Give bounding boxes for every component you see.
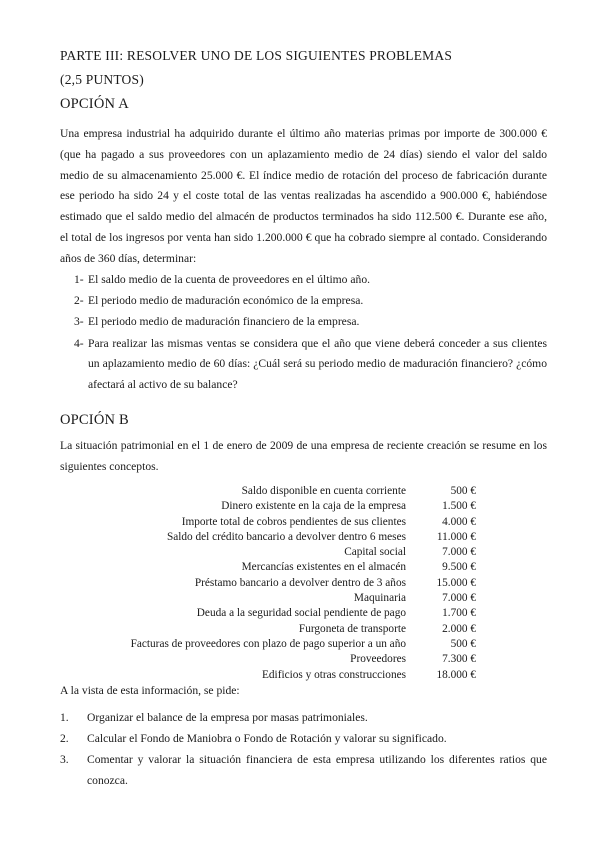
balance-value: 7.300 € xyxy=(442,653,476,666)
table-row xyxy=(60,515,476,530)
table-row xyxy=(60,591,476,606)
item-number: 2- xyxy=(74,294,84,308)
balance-label: Capital social xyxy=(344,546,406,559)
list-item xyxy=(60,750,547,792)
item-number: 1. xyxy=(60,711,69,724)
table-row xyxy=(60,576,476,591)
balance-label: Edificios y otras construcciones xyxy=(262,668,406,681)
balance-label: Saldo del crédito bancario a devolver dentro 6 meses xyxy=(166,530,406,543)
option-a-statement: Una empresa industrial ha adquirido durante el último año materias primas por importe de 300.000 € (que ha pagado a sus proveedores con un aplazamiento medio de 24 días) siendo el valor del saldo medio de su almacenamiento 25.000 €. El índice medio de rotación del proceso de fabricación durante ese periodo ha sido 24 y el coste total de las ventas realizadas ha ascendido a 900.000 €, habiéndose estimado que el saldo medio del almacén de productos terminados ha sido 112.500 €. Durante ese año, el total de los ingresos por venta han sido 1.200.000 € que ha cobrado siempre al contado. Considerando años de 360 días, determinar: xyxy=(60,127,547,265)
balance-value: 1.500 € xyxy=(442,500,476,513)
balance-label: Mercancías existentes en el almacén xyxy=(241,561,406,574)
list-item xyxy=(60,708,547,729)
balance-value: 4.000 € xyxy=(442,515,476,528)
list-item xyxy=(74,291,547,312)
balance-value: 7.000 € xyxy=(442,546,476,559)
item-text: El periodo medio de maduración financiero de la empresa. xyxy=(88,315,360,329)
option-a-questions xyxy=(74,270,547,396)
balance-label: Furgoneta de transporte xyxy=(298,622,406,635)
option-b-request-intro: A la vista de esta información, se pide: xyxy=(60,684,240,697)
balance-label: Proveedores xyxy=(350,653,406,666)
table-row xyxy=(60,530,476,545)
option-b-questions xyxy=(60,708,547,792)
balance-label: Importe total de cobros pendientes de sus clientes xyxy=(181,515,406,528)
item-number: 3. xyxy=(60,753,69,767)
balance-label: Préstamo bancario a devolver dentro de 3 años xyxy=(194,576,406,589)
table-row xyxy=(60,668,476,683)
item-number: 2. xyxy=(60,732,69,746)
balance-label: Facturas de proveedores con plazo de pago superior a un año xyxy=(130,637,406,650)
list-item xyxy=(74,270,547,291)
option-b-title: OPCIÓN B xyxy=(60,412,129,428)
balance-label: Maquinaria xyxy=(353,592,406,605)
table-row xyxy=(60,637,476,652)
item-text: Organizar el balance de la empresa por masas patrimoniales. xyxy=(87,711,368,724)
balance-value: 500 € xyxy=(450,637,476,650)
part-points: (2,5 PUNTOS) xyxy=(60,72,144,87)
list-item xyxy=(74,312,547,333)
table-row xyxy=(60,484,476,499)
balance-value: 11.000 € xyxy=(436,530,476,543)
item-number: 4- xyxy=(74,336,84,350)
item-text: El saldo medio de la cuenta de proveedores en el último año. xyxy=(88,273,371,286)
item-number: 1- xyxy=(74,273,84,286)
balance-value: 18.000 € xyxy=(436,668,476,681)
item-text: Para realizar las mismas ventas se considera que el año que viene deberá conceder a sus clientes un aplazamiento medio de 60 días: ¿Cuál será su periodo medio de maduración financiero? ¿cómo afectará al activo de su balance? xyxy=(88,336,547,392)
balance-value: 500 € xyxy=(450,485,476,497)
balance-value: 2.000 € xyxy=(442,622,476,635)
item-text: Comentar y valorar la situación financiera de esta empresa utilizando los diferentes ratios que conozca. xyxy=(87,753,547,788)
balance-label: Saldo disponible en cuenta corriente xyxy=(241,485,406,497)
table-row xyxy=(60,545,476,560)
balance-value: 7.000 € xyxy=(442,592,476,605)
table-row xyxy=(60,560,476,575)
balance-label: Deuda a la seguridad social pendiente de pago xyxy=(196,607,406,620)
list-item xyxy=(60,729,547,750)
balance-label: Dinero existente en la caja de la empresa xyxy=(221,500,406,513)
balance-value: 9.500 € xyxy=(442,561,476,574)
item-text: Calcular el Fondo de Maniobra o Fondo de Rotación y valorar su significado. xyxy=(87,732,447,746)
option-b-statement: La situación patrimonial en el 1 de enero de 2009 de una empresa de reciente creación se resume en los siguientes conceptos. xyxy=(60,439,547,473)
table-row xyxy=(60,652,476,667)
table-row xyxy=(60,622,476,637)
part-title: PARTE III: RESOLVER UNO DE LOS SIGUIENTES PROBLEMAS xyxy=(60,48,453,63)
table-row xyxy=(60,606,476,621)
item-number: 3- xyxy=(74,315,84,329)
balance-value: 15.000 € xyxy=(436,576,476,589)
table-row xyxy=(60,499,476,514)
balance-items-table xyxy=(60,484,476,683)
item-text: El periodo medio de maduración económico de la empresa. xyxy=(88,294,364,308)
list-item xyxy=(74,334,547,396)
balance-value: 1.700 € xyxy=(442,607,476,620)
option-a-title: OPCIÓN A xyxy=(60,96,129,112)
